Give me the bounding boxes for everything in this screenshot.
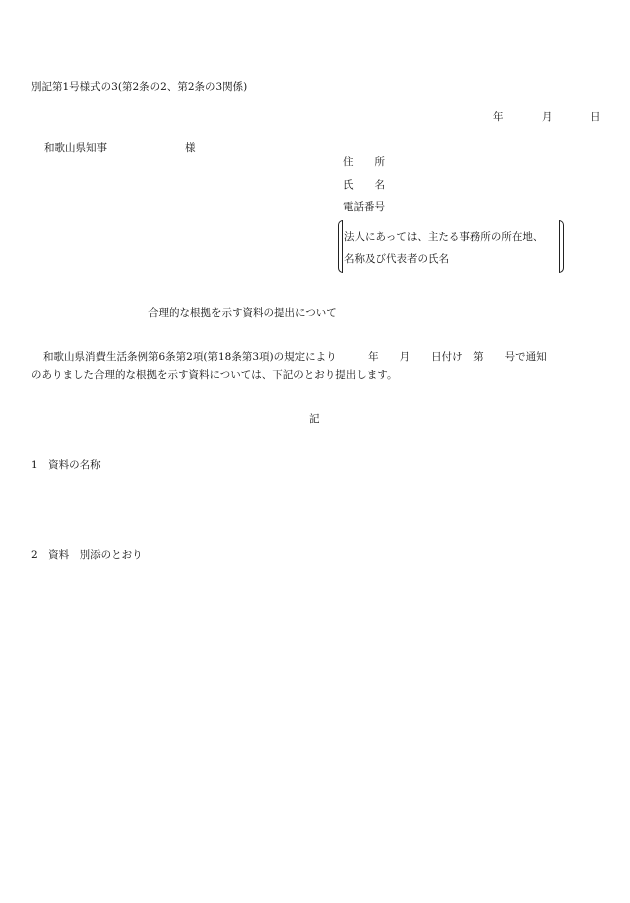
corporate-note	[338, 220, 564, 275]
applicant-phone-label: 電話番号	[343, 201, 385, 213]
form-number: 別記第1号様式の3(第2条の2、第2条の3関係)	[31, 81, 248, 93]
body-text-line2: のありました合理的な根拠を示す資料については、下記のとおり提出します。	[31, 369, 398, 381]
body-text-line1: 和歌山県消費生活条例第6条第2項(第18条第3項)の規定により 年 月 日付け 第 号で通知	[43, 351, 547, 363]
list-item: 1 資料の名称	[31, 459, 101, 471]
left-bracket	[338, 220, 343, 273]
ki-heading: 記	[309, 413, 320, 425]
document-title: 合理的な根拠を示す資料の提出について	[148, 307, 337, 319]
addressee-honorific: 様	[185, 142, 196, 154]
date-month-label: 月	[542, 111, 553, 123]
right-bracket	[559, 220, 564, 273]
date-year-label: 年	[493, 111, 504, 123]
applicant-address-label: 住 所	[343, 156, 385, 168]
date-day-label: 日	[590, 111, 601, 123]
list-item: 2 資料 別添のとおり	[31, 549, 143, 561]
date-line	[0, 112, 630, 124]
corporate-note-line2: 名称及び代表者の氏名	[344, 253, 449, 265]
corporate-note-line1: 法人にあっては、主たる事務所の所在地、	[344, 231, 544, 243]
applicant-name-label: 氏 名	[343, 179, 385, 191]
addressee-name: 和歌山県知事	[44, 142, 107, 154]
